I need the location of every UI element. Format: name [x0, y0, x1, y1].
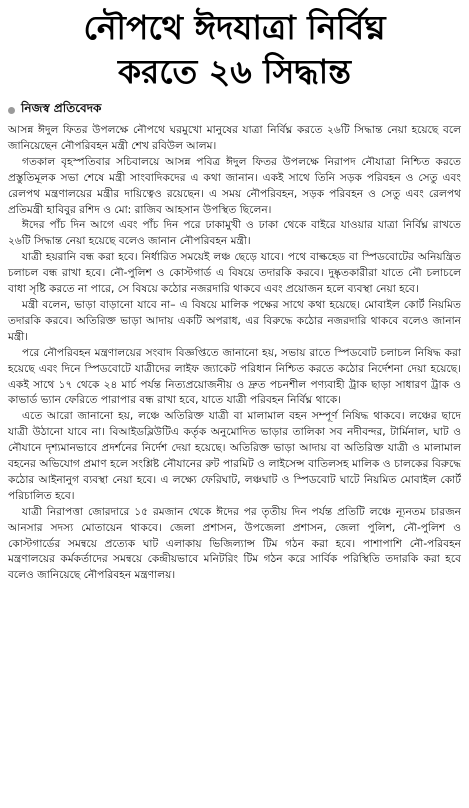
paragraph: যাত্রী হয়রানি বন্ধ করা হবে। নির্ধারিত সময়েই লঞ্চ ছেড়ে যাবে। পথে বাল্কহেড বা স্পিডবোটের অনিয়ন্ত্রিত চলাচল বন্ধ রাখা হবে। নৌ-পুলিশ ও কোস্টগার্ড এ বিষয়ে তদারকি করবে। দুষ্কৃতকারীরা যাতে নৌ চলাচলে বাধা সৃষ্টি করতে না পারে, সে বিষয়ে কঠোর নজরদারি থাকবে এবং প্রয়োজন হলে ব্যবস্থা নেয়া হবে। [8, 251, 461, 296]
paragraph: যাত্রী নিরাপত্তা জোরদারে ১৫ রমজান থেকে ঈদের পর তৃতীয় দিন পর্যন্ত প্রতিটি লঞ্চে ন্যূনতম চারজন আনসার সদস্য মোতায়েন থাকবে। জেলা প্রশাসন, উপজেলা প্রশাসন, জেলা পুলিশ, নৌ-পুলিশ ও কোস্টগার্ডের সমন্বয়ে প্রত্যেক ঘাট এলাকায় ভিজিল্যান্স টিম গঠন করা হবে। পাশাপাশি নৌ-পরিবহন মন্ত্রণালয়ের কর্মকর্তাদের সমন্বয়ে কেন্দ্রীয়ভাবে মনিটরিং টিম গঠন করে সার্বিক পরিস্থিতি তদারকি করা হবে বলেও জানিয়েছে নৌপরিবহন মন্ত্রণালয়। [8, 505, 461, 582]
headline-line-2: করতে ২৬ সিদ্ধান্ত [118, 52, 351, 91]
headline [8, 6, 461, 94]
paragraph: এতে আরো জানানো হয়, লঞ্চে অতিরিক্ত যাত্রী বা মালামাল বহন সম্পূর্ণ নিষিদ্ধ থাকবে। লঞ্চের ছাদে যাত্রী উঠানো যাবে না। বিআইডব্লিউটিএ কর্তৃক অনুমোদিত ভাড়ার তালিকা সব নদীবন্দর, টার্মিনাল, ঘাট ও নৌযানে দৃশ্যমানভাবে প্রদর্শনের নির্দেশ দেয়া হয়েছে। অতিরিক্ত ভাড়া আদায় বা অতিরিক্ত যাত্রী ও মালামাল বহনের অভিযোগ প্রমাণ হলে সংশ্লিষ্ট নৌযানের রুট পারমিট ও লাইসেন্স বাতিলসহ মালিক ও চালকের বিরুদ্ধে কঠোর আইনানুগ ব্যবস্থা নেয়া হবে। এ লক্ষ্যে ফেরিঘাট, লঞ্চঘাট ও স্পিডবোট ঘাটে নিয়মিত মোবাইল কোর্ট পরিচালিত হবে। [8, 410, 461, 502]
byline-text: নিজস্ব প্রতিবেদক [21, 101, 102, 115]
paragraph: আসন্ন ঈদুল ফিতর উপলক্ষে নৌপথে ঘরমুখো মানুষের যাত্রা নির্বিঘ্ন করতে ২৬টি সিদ্ধান্ত নেয়া হয়েছে বলে জানিয়েছেন নৌপরিবহন মন্ত্রী শেখ রবিউল আলম। [8, 124, 461, 152]
paragraph: গতকাল বৃহস্পতিবার সচিবালয়ে আসন্ন পবিত্র ঈদুল ফিতর উপলক্ষে নিরাপদ নৌযাত্রা নিশ্চিত করতে প্রস্তুতিমূলক সভা শেষে মন্ত্রী সাংবাদিকদের এ কথা জানান। একই সাথে তিনি সড়ক পরিবহন ও সেতু এবং রেলপথ মন্ত্রণালয়ের মন্ত্রীর দায়িত্বেও রয়েছেন। এ সময় নৌপরিবহন, সড়ক পরিবহন ও সেতু এবং রেলপথ প্রতিমন্ত্রী হাবিবুর রশিদ ও মো: রাজিব আহসান উপস্থিত ছিলেন। [8, 155, 461, 216]
article-body [8, 123, 461, 584]
byline [8, 100, 461, 120]
paragraph: মন্ত্রী বলেন, ভাড়া বাড়ানো যাবে না– এ বিষয়ে মালিক পক্ষের সাথে কথা হয়েছে। মোবাইল কোর্ট নিয়মিত তদারকি করবে। অতিরিক্ত ভাড়া আদায় একটি অপরাধ, এর বিরুদ্ধে কঠোর নজরদারি থাকবে বলেও জানান মন্ত্রী। [8, 298, 461, 343]
bullet-icon [8, 107, 15, 114]
paragraph: ঈদের পাঁচ দিন আগে এবং পাঁচ দিন পরে ঢাকামুখী ও ঢাকা থেকে বাইরে যাওয়ার যাত্রা নির্বিঘ্ন রাখতে ২৬টি সিদ্ধান্ত নেয়া হয়েছে বলেও জানান নৌপরিবহন মন্ত্রী। [8, 219, 461, 248]
headline-line-1: নৌপথে ঈদযাত্রা নির্বিঘ্ন [83, 8, 386, 47]
paragraph: পরে নৌপরিবহন মন্ত্রণালয়ের সংবাদ বিজ্ঞপ্তিতে জানানো হয়, সভায় রাতে স্পিডবোট চলাচল নিষিদ্ধ করা হয়েছে এবং দিনে স্পিডবোটে যাত্রীদের লাইফ জ্যাকেট পরিধান নিশ্চিত করতে কঠোর নির্দেশনা দেয়া হয়েছে। একই সাথে ১৭ থেকে ২৪ মার্চ পর্যন্ত নিত্যপ্রয়োজনীয় ও দ্রুত পচনশীল পণ্যবাহী ট্রাক ছাড়া সাধারণ ট্রাক ও কাভার্ড ভ্যান ফেরিতে পারাপার বন্ধ রাখা হবে, যাতে যাত্রী পরিবহন নির্বিঘ্ন থাকে। [8, 346, 461, 407]
